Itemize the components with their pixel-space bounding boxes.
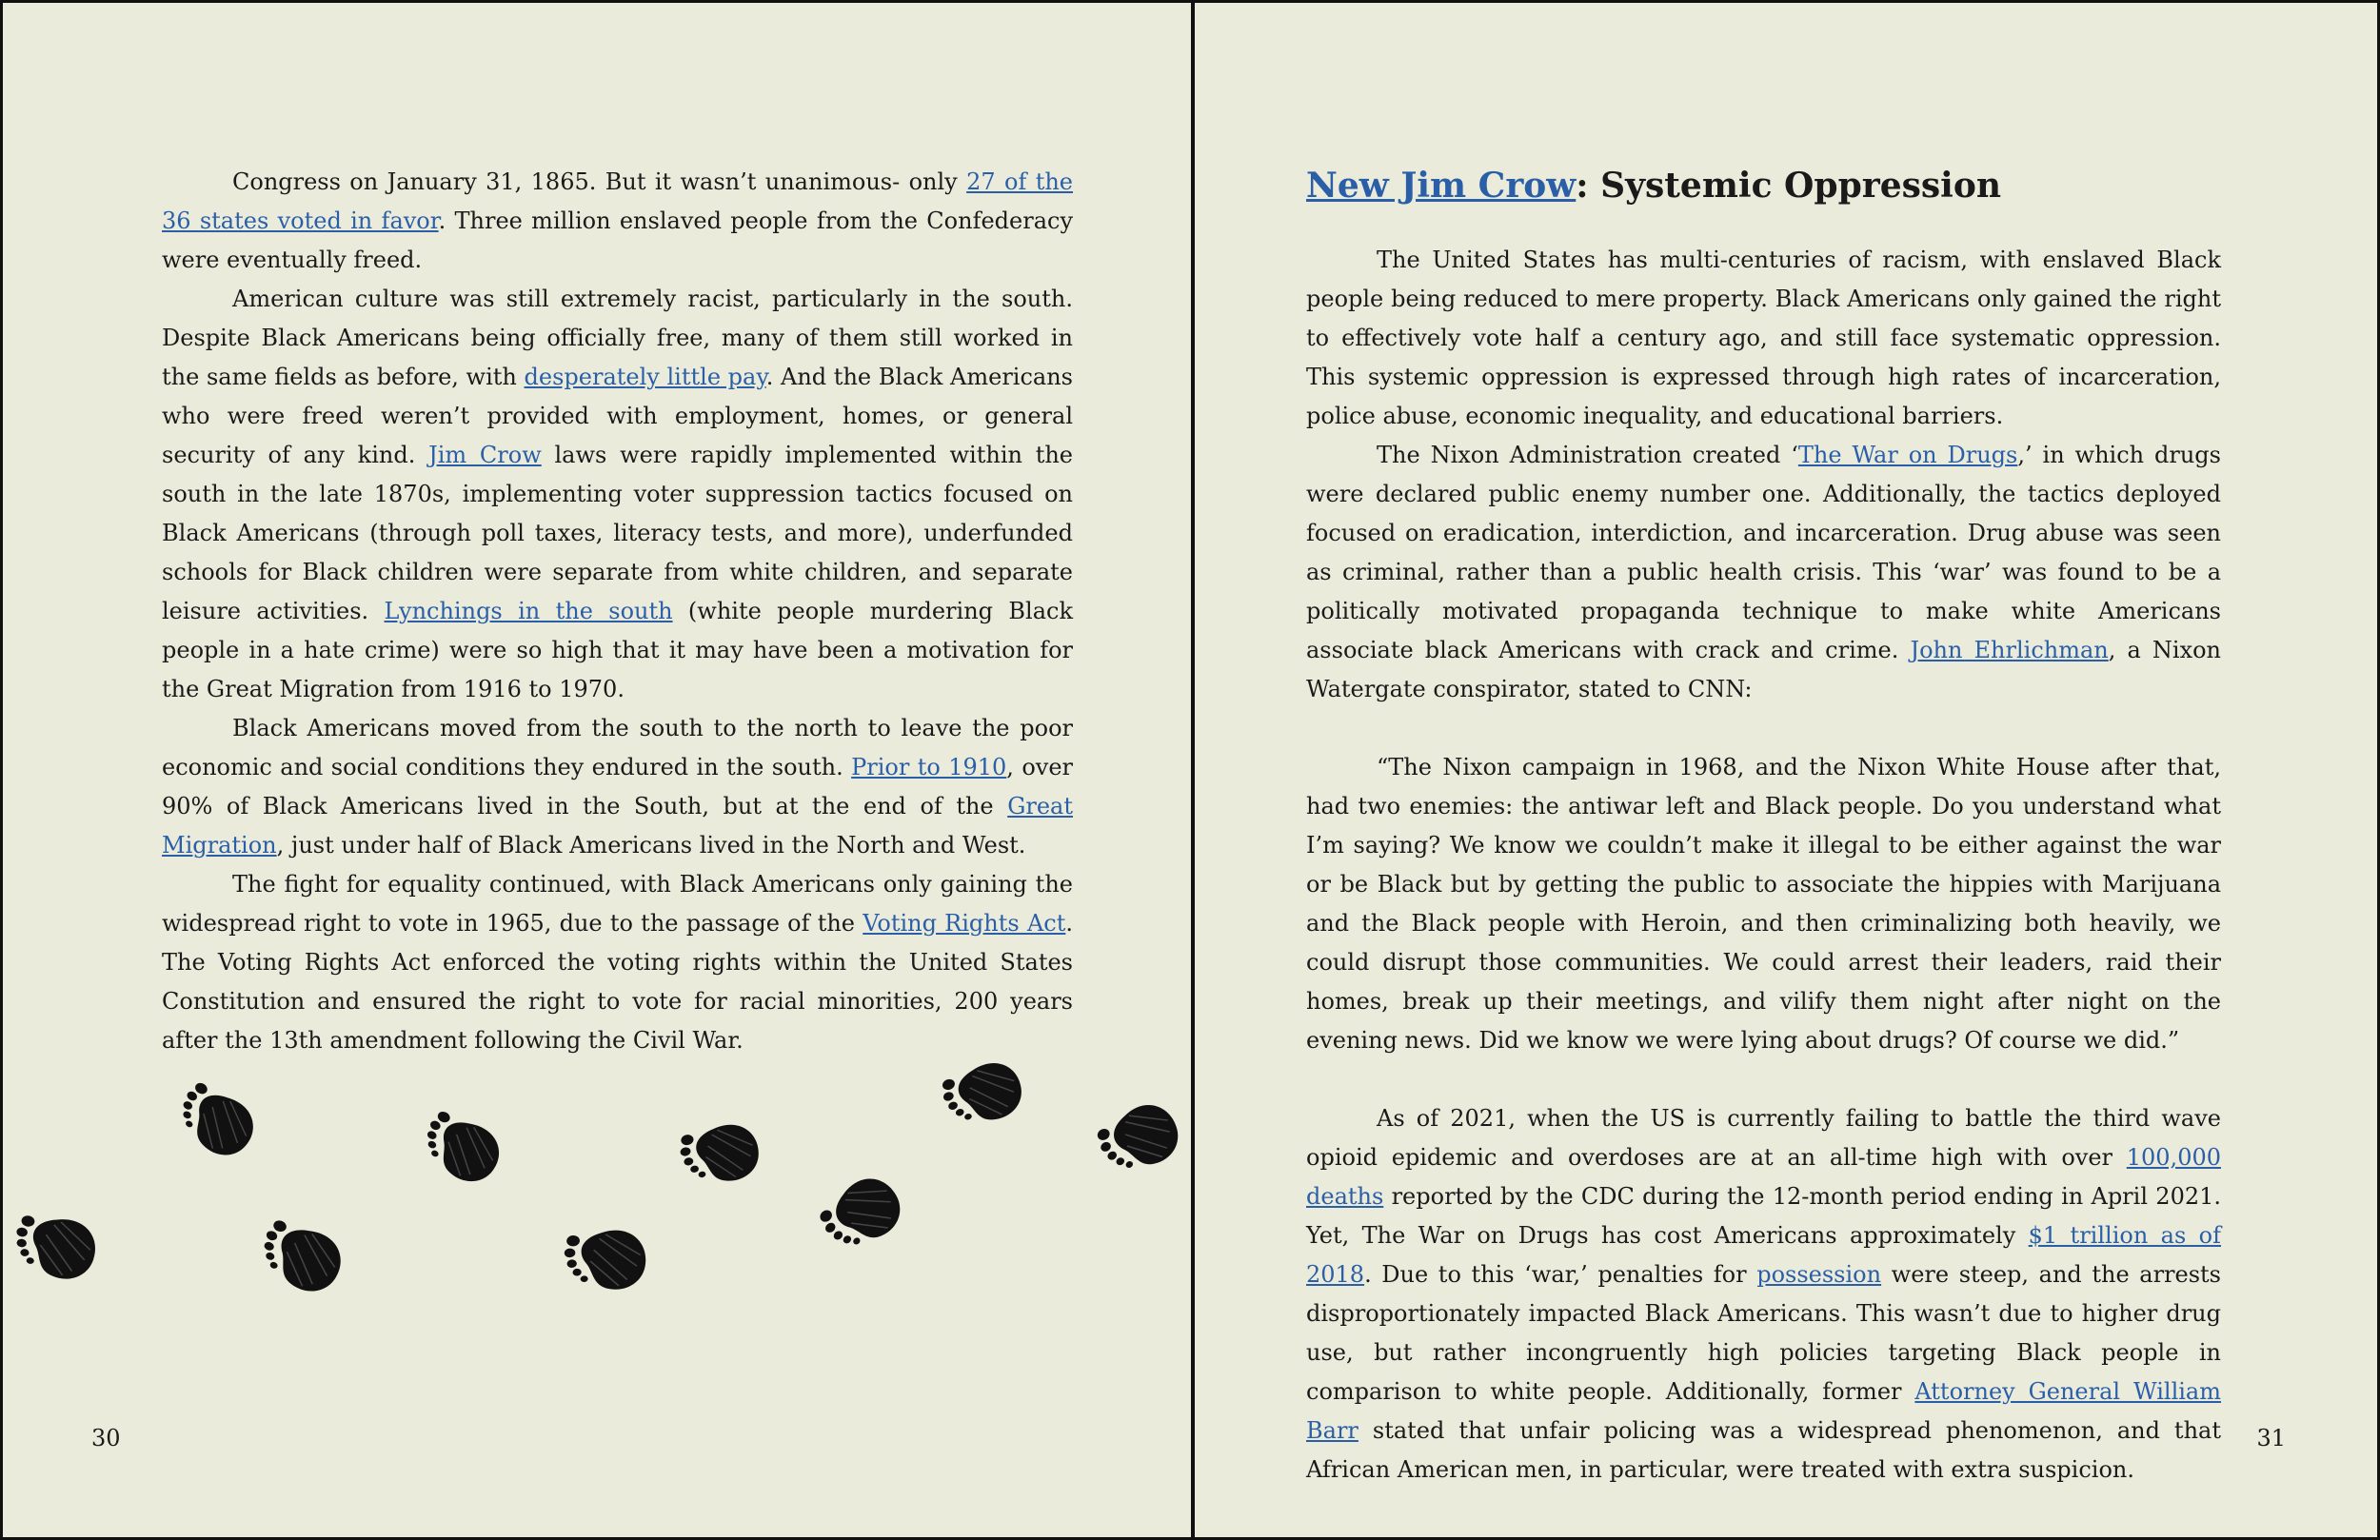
link-1-trillion-as-of-2018[interactable]: $1 trillion as of 2018 bbox=[1306, 1222, 2221, 1288]
link-27-of-36-states[interactable]: 27 of the 36 states voted in favor bbox=[162, 168, 1073, 234]
right-page-body bbox=[1306, 241, 2221, 1490]
footprints-icon bbox=[3, 1040, 1192, 1316]
link-jim-crow[interactable]: Jim Crow bbox=[428, 442, 542, 468]
link-lynchings-in-the-south[interactable]: Lynchings in the south bbox=[384, 598, 673, 624]
page-number: 30 bbox=[91, 1425, 121, 1451]
left-page-body bbox=[162, 163, 1073, 1060]
link-prior-to-1910[interactable]: Prior to 1910 bbox=[851, 754, 1007, 780]
page-number: 31 bbox=[2256, 1425, 2286, 1451]
right-paragraph-1: The United States has multi-centuries of racism, with enslaved Black people being reduced to mere property. Black Americans only gained the right to effectively vote half a century ago, and still face systematic oppression. This systemic oppression is expressed through high rates of incarceration, police abuse, economic inequality, and educational barriers. bbox=[1306, 247, 2221, 429]
link-john-ehrlichman[interactable]: John Ehrlichman bbox=[1910, 637, 2109, 663]
left-page bbox=[3, 3, 1192, 1537]
link-desperately-little-pay[interactable]: desperately little pay bbox=[524, 364, 766, 390]
right-paragraph-2: The Nixon Administration created ‘The War on Drugs,’ in which drugs were declared public enemy number one. Additionally, the tactics deployed focused on eradication, interdiction, and incarceration. Drug abuse was seen as criminal, rather than a public health crisis. This ‘war’ was found to be a politically motivated propaganda technique to make white Americans associate black Americans with crack and crime. John Ehrlichman, a Nixon Watergate conspirator, stated to CNN: bbox=[1306, 442, 2222, 702]
left-paragraph-3: Black Americans moved from the south to the north to leave the poor economic and social conditions they endured in the south. Prior to 1910, over 90% of Black Americans lived in the South, but at the end of the Great Migration, just under half of Black Americans lived in the North and West. bbox=[162, 715, 1074, 859]
link-new-jim-crow[interactable]: New Jim Crow bbox=[1306, 166, 1577, 206]
right-paragraph-3: As of 2021, when the US is currently failing to battle the third wave opioid epidemic and overdoses are at an all-time high with over 100,000 deaths reported by the CDC during the 12-month period ending in April 2021. Yet, The War on Drugs has cost Americans approximately $1 trillion as of 2018. Due to this ‘war,’ penalties for possession were steep, and the arrests disproportionately impacted Black Americans. This wasn’t due to higher drug use, but rather incongruently high policies targeting Black people in comparison to white people. Additionally, former Attorney General William Barr stated that unfair policing was a widespread phenomenon, and that African American men, in particular, were treated with extra suspicion. bbox=[1306, 1105, 2222, 1483]
left-paragraph-1: Congress on January 31, 1865. But it wasn’t unanimous- only 27 of the 36 states voted in favor. Three million enslaved people from the Confederacy were eventually freed. bbox=[162, 168, 1074, 273]
block-quote: “The Nixon campaign in 1968, and the Nixon White House after that, had two enemies: the antiwar left and Black people. Do you understand what I’m saying? We know we couldn’t make it illegal to be either against the war or be Black but by getting the public to associate the hippies with Marijuana and the Black people with Heroin, and then criminalizing both heavily, we could disrupt those communities. We could arrest their leaders, raid their homes, break up their meetings, and vilify them night after night on the evening news. Did we know we were lying about drugs? Of course we did.” bbox=[1306, 754, 2221, 1054]
link-voting-rights-act[interactable]: Voting Rights Act bbox=[863, 910, 1066, 937]
left-paragraph-2: American culture was still extremely racist, particularly in the south. Despite Black Americans being officially free, many of them still worked in the same fields as before, with desperately little pay. And the Black Americans who were freed weren’t provided with employment, homes, or general security of any kind. Jim Crow laws were rapidly implemented within the south in the late 1870s, implementing voter suppression tactics focused on Black Americans (through poll taxes, literacy tests, and more), underfunded schools for Black children were separate from white children, and separate leisure activities. Lynchings in the south (white people murdering Black people in a hate crime) were so high that it may have been a motivation for the Great Migration from 1916 to 1970. bbox=[162, 286, 1074, 702]
link-100000-deaths[interactable]: 100,000 deaths bbox=[1306, 1144, 2221, 1210]
link-war-on-drugs[interactable]: The War on Drugs bbox=[1797, 442, 2018, 468]
link-great-migration[interactable]: Great Migration bbox=[162, 793, 1073, 859]
left-paragraph-4: The fight for equality continued, with Black Americans only gaining the widespread right to vote in 1965, due to the passage of the Voting Rights Act. The Voting Rights Act enforced the voting rights within the United States Constitution and ensured the right to vote for racial minorities, 200 years after the 13th amendment following the Civil War. bbox=[162, 871, 1074, 1054]
link-possession[interactable]: possession bbox=[1756, 1261, 1882, 1288]
right-page bbox=[1196, 3, 2377, 1537]
page-divider bbox=[1191, 3, 1195, 1537]
link-attorney-general-william-barr[interactable]: Attorney General William Barr bbox=[1306, 1378, 2221, 1444]
section-heading: New Jim Crow: Systemic Oppression bbox=[1306, 166, 2002, 206]
